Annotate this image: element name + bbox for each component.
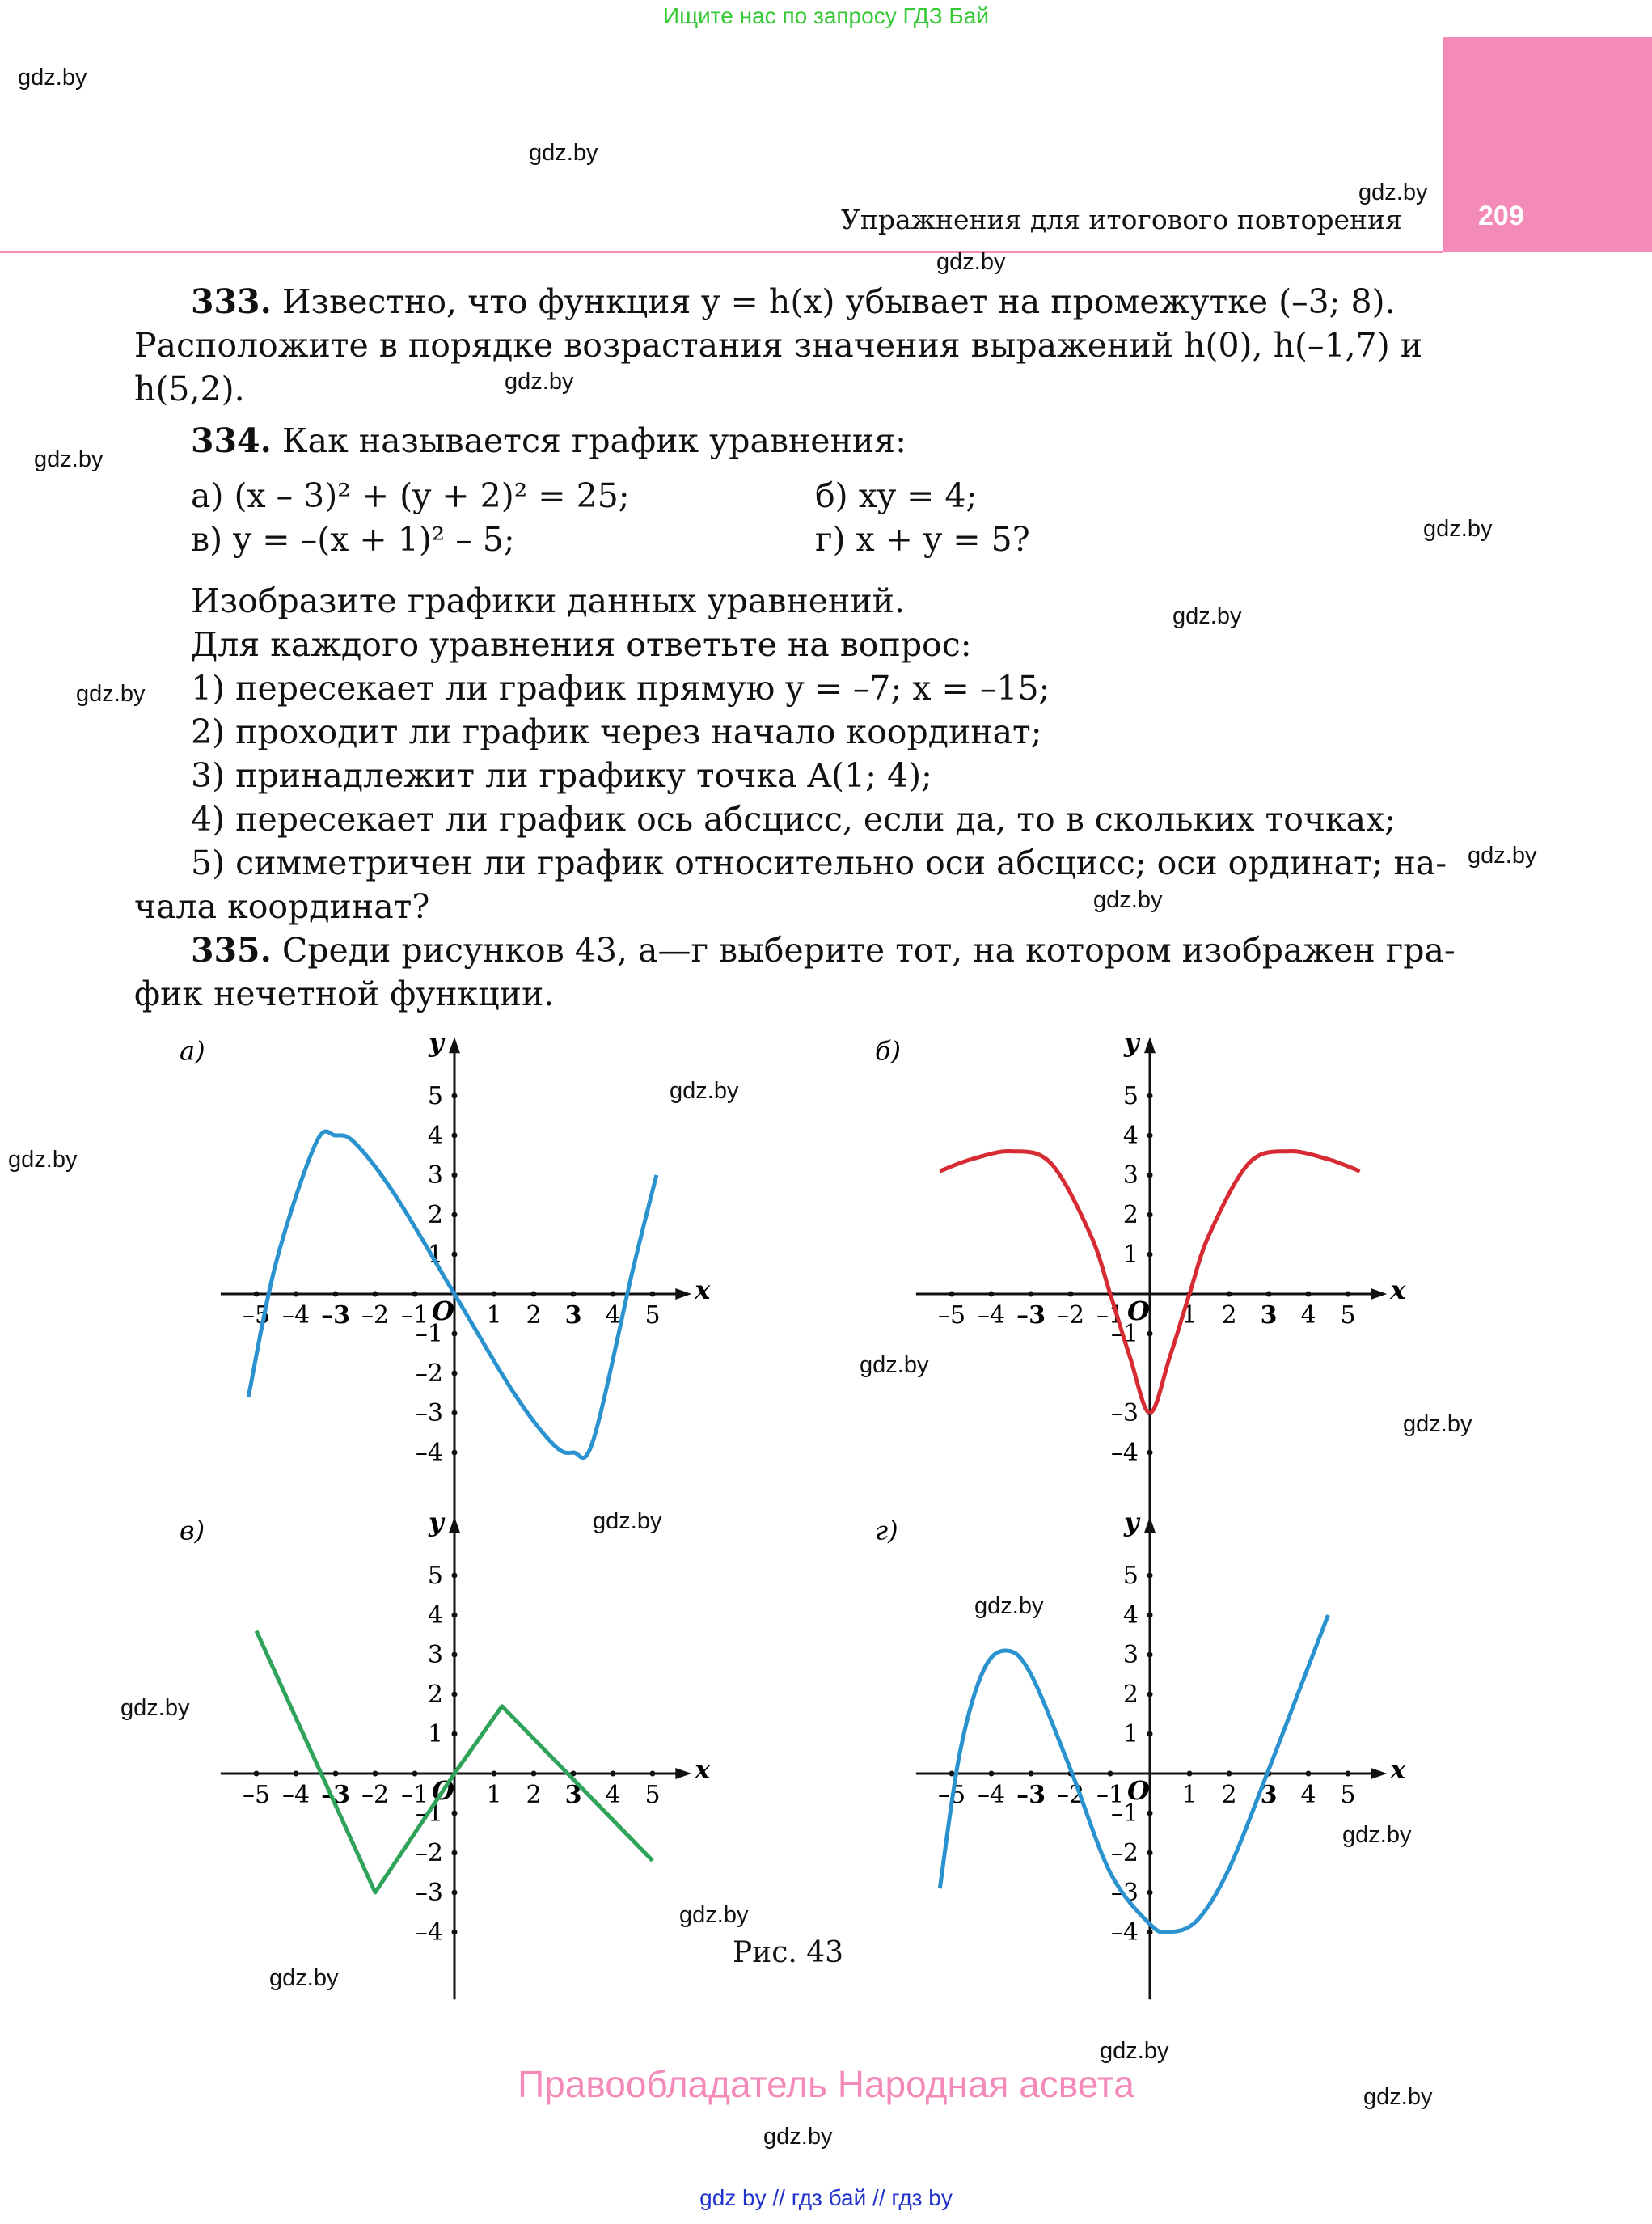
y-tick-label: –4 bbox=[1110, 1439, 1139, 1467]
x-tick-label: –2 bbox=[1056, 1301, 1085, 1330]
x-tick-label: –2 bbox=[1056, 1781, 1085, 1809]
top-note: Ищите нас по запросу ГДЗ Бай bbox=[662, 3, 990, 28]
x-tick-mark bbox=[1306, 1771, 1312, 1777]
watermark: gdz.by bbox=[936, 249, 1006, 275]
x-tick-label: 5 bbox=[1340, 1301, 1356, 1330]
watermark: gdz.by bbox=[8, 1147, 78, 1173]
watermark: gdz.by bbox=[593, 1508, 662, 1534]
x-tick-mark bbox=[1346, 1771, 1351, 1777]
y-axis-label: y bbox=[429, 1507, 444, 1538]
y-tick-mark bbox=[1147, 1573, 1153, 1579]
x-tick-mark bbox=[949, 1771, 955, 1777]
y-tick-label: 4 bbox=[427, 1601, 443, 1630]
y-tick-label: –3 bbox=[415, 1399, 443, 1427]
origin-label: O bbox=[1127, 1775, 1150, 1806]
y-tick-label: 2 bbox=[427, 1201, 443, 1229]
y-tick-label: 4 bbox=[1122, 1601, 1139, 1630]
x-tick-label: 2 bbox=[526, 1781, 542, 1809]
chart-panel-label: г) bbox=[875, 1515, 898, 1546]
x-tick-label: 3 bbox=[1260, 1301, 1278, 1330]
watermark: gdz.by bbox=[1342, 1822, 1412, 1848]
x-tick-label: –4 bbox=[977, 1301, 1006, 1330]
y-tick-label: 2 bbox=[1122, 1201, 1139, 1229]
y-tick-label: –1 bbox=[415, 1799, 443, 1828]
y-tick-label: –3 bbox=[415, 1879, 443, 1907]
x-tick-label: –2 bbox=[361, 1781, 390, 1809]
watermark: gdz.by bbox=[1423, 516, 1493, 542]
watermark: gdz.by bbox=[76, 681, 146, 707]
x-axis-label: x bbox=[1390, 1275, 1406, 1305]
problem-333-line3: h(5,2). bbox=[134, 370, 245, 408]
x-tick-mark bbox=[989, 1771, 995, 1777]
problem-334-q2: 2) проходит ли график через начало координат; bbox=[191, 712, 1042, 751]
y-axis-label: y bbox=[429, 1027, 444, 1059]
problem-335-number: 335. bbox=[191, 931, 272, 970]
x-tick-label: 3 bbox=[564, 1301, 582, 1330]
y-tick-label: –2 bbox=[415, 1359, 443, 1388]
y-tick-mark bbox=[1147, 1652, 1153, 1658]
watermark: gdz.by bbox=[505, 369, 574, 395]
y-tick-label: –4 bbox=[415, 1439, 443, 1467]
watermark: gdz.by bbox=[1403, 1411, 1472, 1437]
x-tick-label: 4 bbox=[605, 1301, 621, 1330]
x-tick-label: –1 bbox=[1096, 1781, 1125, 1809]
y-tick-label: 1 bbox=[427, 1720, 443, 1748]
y-tick-label: –3 bbox=[1110, 1879, 1139, 1907]
x-tick-label: 2 bbox=[526, 1301, 542, 1330]
problem-334-ask: Для каждого уравнения ответьте на вопрос: bbox=[191, 625, 972, 664]
page-number: 209 bbox=[1478, 201, 1524, 231]
problem-333-text: Известно, что функция y = h(x) убывает на промежутке (–3; 8). bbox=[281, 282, 1396, 321]
y-tick-label: 5 bbox=[427, 1562, 443, 1590]
watermark: gdz.by bbox=[269, 1965, 339, 1991]
chart-panel-label: б) bbox=[875, 1035, 902, 1067]
y-tick-label: –4 bbox=[415, 1918, 443, 1947]
y-tick-label: 3 bbox=[1122, 1641, 1139, 1669]
x-tick-label: –5 bbox=[242, 1781, 271, 1809]
y-tick-label: –4 bbox=[1110, 1918, 1139, 1947]
x-tick-label: –2 bbox=[361, 1301, 390, 1330]
x-tick-label: 4 bbox=[605, 1781, 621, 1809]
x-tick-label: –3 bbox=[321, 1781, 350, 1809]
section-title: Упражнения для итогового повторения bbox=[841, 204, 1402, 235]
y-tick-label: 2 bbox=[1122, 1681, 1139, 1709]
watermark: gdz.by bbox=[1363, 2084, 1433, 2110]
y-axis-label: y bbox=[1124, 1507, 1139, 1538]
x-tick-label: 4 bbox=[1300, 1781, 1316, 1809]
watermark: gdz.by bbox=[1468, 843, 1537, 869]
x-tick-label: –4 bbox=[281, 1301, 311, 1330]
watermark: gdz.by bbox=[18, 65, 87, 91]
x-axis-label: x bbox=[695, 1275, 711, 1305]
x-axis-label: x bbox=[1390, 1754, 1406, 1785]
x-tick-label: –5 bbox=[937, 1301, 966, 1330]
x-tick-label: 1 bbox=[1181, 1301, 1198, 1330]
problem-334-option-g: г) x + y = 5? bbox=[815, 520, 1030, 559]
x-tick-label: 2 bbox=[1221, 1781, 1237, 1809]
y-tick-label: –2 bbox=[415, 1839, 443, 1867]
y-tick-label: 2 bbox=[427, 1681, 443, 1709]
problem-334-intro: Как называется график уравнения: bbox=[281, 421, 906, 460]
watermark: gdz.by bbox=[1358, 180, 1428, 205]
x-tick-label: 1 bbox=[486, 1301, 502, 1330]
problem-334-option-b: б) xy = 4; bbox=[815, 476, 978, 515]
x-tick-label: 1 bbox=[486, 1781, 502, 1809]
origin-label: O bbox=[432, 1296, 454, 1326]
x-axis-arrow bbox=[1371, 1768, 1387, 1779]
y-axis-arrow bbox=[1144, 1516, 1156, 1533]
y-tick-label: –2 bbox=[1110, 1839, 1139, 1867]
y-tick-label: 3 bbox=[1122, 1161, 1139, 1190]
y-axis-label: y bbox=[1124, 1027, 1139, 1059]
problem-334-q5b: чала координат? bbox=[134, 887, 430, 926]
problem-334-q5a: 5) симметричен ли график относительно оси абсцисс; оси ординат; на- bbox=[191, 844, 1447, 882]
x-tick-label: –4 bbox=[977, 1781, 1006, 1809]
x-tick-label: 5 bbox=[644, 1301, 661, 1330]
problem-335-text: Среди рисунков 43, а—г выберите тот, на котором изображен гра- bbox=[281, 931, 1456, 970]
problem-333-number: 333. bbox=[191, 282, 272, 321]
y-tick-mark bbox=[1147, 1731, 1153, 1737]
problem-334-q4: 4) пересекает ли график ось абсцисс, если да, то в скольких точках; bbox=[191, 800, 1396, 839]
y-tick-label: 4 bbox=[1122, 1122, 1139, 1150]
watermark: gdz.by bbox=[860, 1352, 929, 1378]
figure-caption: Рис. 43 bbox=[733, 1936, 844, 1969]
y-tick-label: –3 bbox=[1110, 1399, 1139, 1427]
x-tick-mark bbox=[1108, 1771, 1113, 1777]
origin-label: O bbox=[1127, 1296, 1150, 1326]
x-tick-label: –3 bbox=[1016, 1301, 1046, 1330]
y-tick-mark bbox=[1147, 1613, 1153, 1618]
x-axis-label: x bbox=[695, 1754, 711, 1785]
y-tick-label: 1 bbox=[1122, 1241, 1139, 1269]
x-tick-label: 5 bbox=[644, 1781, 661, 1809]
problem-334-q1: 1) пересекает ли график прямую y = –7; x = –15; bbox=[191, 669, 1050, 708]
watermark: gdz.by bbox=[1093, 887, 1163, 913]
x-tick-label: 1 bbox=[1181, 1781, 1198, 1809]
x-tick-mark bbox=[1187, 1771, 1193, 1777]
footer-links: gdz by // гдз бай // гдз by bbox=[699, 2185, 953, 2210]
x-tick-mark bbox=[1029, 1771, 1034, 1777]
y-tick-mark bbox=[1147, 1692, 1153, 1698]
x-tick-label: –5 bbox=[242, 1301, 271, 1330]
x-tick-label: 5 bbox=[1340, 1781, 1356, 1809]
x-tick-label: –3 bbox=[321, 1301, 350, 1330]
x-tick-label: –4 bbox=[281, 1781, 311, 1809]
problem-334-draw: Изобразите графики данных уравнений. bbox=[191, 581, 906, 620]
watermark: gdz.by bbox=[974, 1593, 1044, 1619]
y-tick-label: –1 bbox=[1110, 1320, 1139, 1348]
watermark: gdz.by bbox=[1172, 603, 1242, 629]
y-tick-label: –1 bbox=[415, 1320, 443, 1348]
watermark: gdz.by bbox=[529, 140, 598, 166]
problem-335-line2: фик нечетной функции. bbox=[134, 975, 555, 1013]
y-tick-mark bbox=[1147, 1811, 1153, 1816]
y-tick-label: 1 bbox=[1122, 1720, 1139, 1748]
y-tick-label: 5 bbox=[1122, 1562, 1139, 1590]
problem-334-option-a: а) (x – 3)² + (y + 2)² = 25; bbox=[191, 476, 630, 515]
y-tick-mark bbox=[1147, 1930, 1153, 1935]
x-tick-label: 2 bbox=[1221, 1301, 1237, 1330]
y-tick-label: 4 bbox=[427, 1122, 443, 1150]
watermark: gdz.by bbox=[34, 446, 104, 472]
x-tick-label: –3 bbox=[1016, 1781, 1046, 1809]
x-tick-mark bbox=[1227, 1771, 1232, 1777]
watermark: gdz.by bbox=[670, 1078, 739, 1104]
watermark: gdz.by bbox=[1100, 2038, 1169, 2064]
x-tick-label: –1 bbox=[400, 1781, 429, 1809]
watermark: gdz.by bbox=[763, 2124, 833, 2150]
x-tick-label: 4 bbox=[1300, 1301, 1316, 1330]
chart-panel-label: а) bbox=[180, 1035, 205, 1067]
x-tick-label: 3 bbox=[1260, 1781, 1278, 1809]
origin-label: O bbox=[432, 1775, 454, 1806]
copyright-owner: Правообладатель Народная асвета bbox=[518, 2063, 1134, 2105]
problem-334-option-v: в) y = –(x + 1)² – 5; bbox=[191, 520, 515, 559]
y-tick-mark bbox=[1147, 1890, 1153, 1896]
y-tick-mark bbox=[1147, 1850, 1153, 1856]
x-tick-label: –1 bbox=[400, 1301, 429, 1330]
y-tick-label: 3 bbox=[427, 1641, 443, 1669]
x-tick-label: –1 bbox=[1096, 1301, 1125, 1330]
x-tick-label: 3 bbox=[564, 1781, 582, 1809]
y-tick-label: 5 bbox=[1122, 1082, 1139, 1110]
chart-panel-label: в) bbox=[180, 1515, 205, 1546]
y-tick-label: 1 bbox=[427, 1241, 443, 1269]
problem-334-q3: 3) принадлежит ли графику точка A(1; 4); bbox=[191, 756, 932, 795]
watermark: gdz.by bbox=[679, 1902, 749, 1928]
x-tick-label: –5 bbox=[937, 1781, 966, 1809]
y-tick-label: 5 bbox=[427, 1082, 443, 1110]
y-tick-label: 3 bbox=[427, 1161, 443, 1190]
watermark: gdz.by bbox=[120, 1695, 190, 1721]
y-tick-label: –1 bbox=[1110, 1799, 1139, 1828]
problem-333-line2: Расположите в порядке возрастания значения выражений h(0), h(–1,7) и bbox=[134, 326, 1423, 365]
problem-334-number: 334. bbox=[191, 421, 272, 460]
